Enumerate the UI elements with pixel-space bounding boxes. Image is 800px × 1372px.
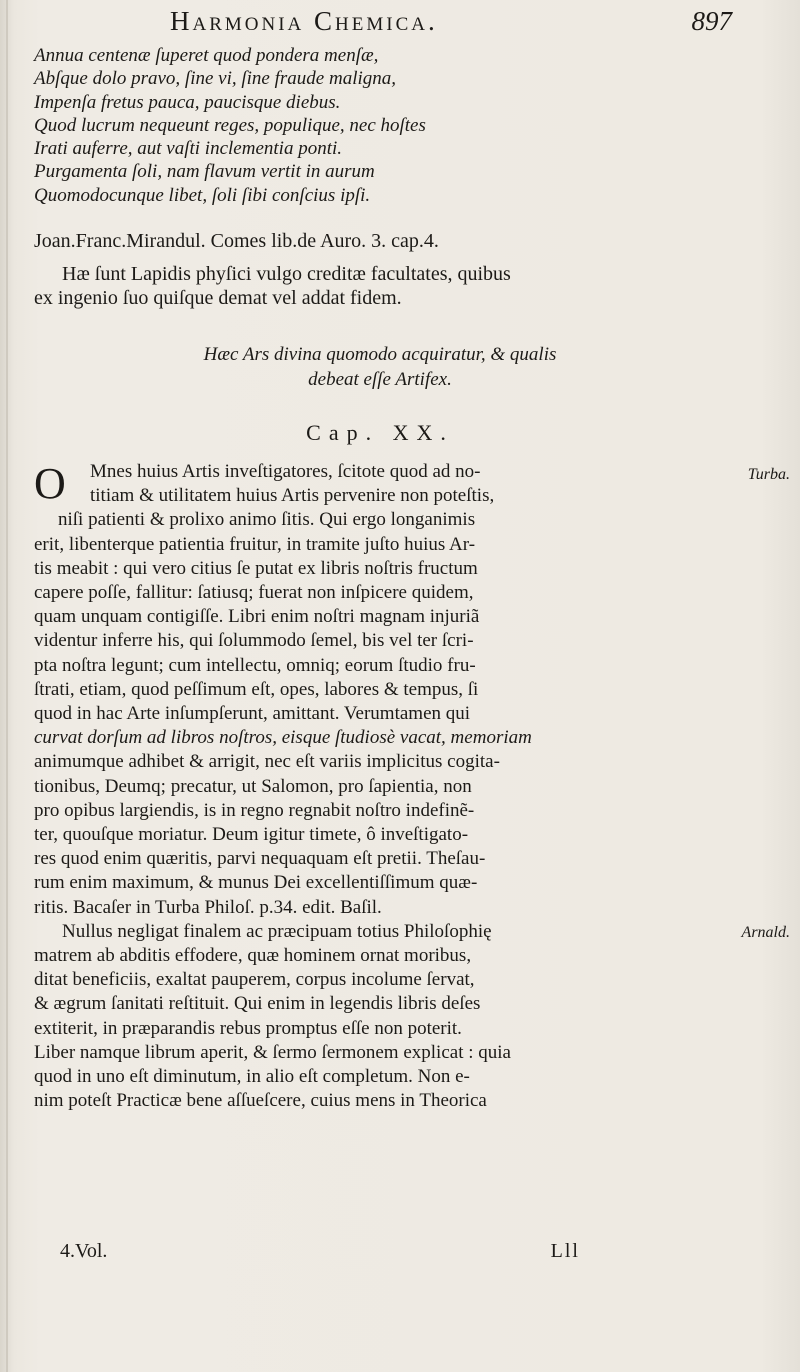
text-line: ter, quouſque moriatur. Deum igitur timete, ô inveſtigato-: [34, 824, 469, 846]
text-line: animumque adhibet & arrigit, nec eſt variis implicitus cogita-: [34, 751, 500, 773]
text-line: Nullus negligat finalem ac præcipuam totius Philoſophię: [62, 920, 492, 942]
prose-paragraph: [34, 262, 684, 310]
running-head: Harmonia Chemica.: [170, 6, 438, 36]
text-line: quod in uno eſt diminutum, in alio eſt completum. Non e-: [34, 1066, 470, 1088]
verse-line: Abſque dolo pravo, ſine vi, ſine fraude maligna,: [34, 68, 397, 90]
text-line: ditat beneficiis, exaltat pauperem, corpus incolume ſervat,: [34, 969, 475, 991]
text-line: videntur inferre his, qui ſolummodo ſemel, bis vel ter ſcri-: [34, 630, 474, 652]
page-header: [160, 4, 740, 44]
text-line: ſtrati, etiam, quod peſſimum eſt, opes, labores & tempus, ſi: [34, 678, 479, 700]
text-line: rum enim maximum, & munus Dei excellentiſſimum quæ-: [34, 872, 478, 894]
text-line: capere poſſe, fallitur: ſatiusq; fuerat non inſpicere quidem,: [34, 582, 474, 604]
verse-block: [34, 44, 684, 207]
page-footer: [60, 1240, 580, 1270]
text-line: matrem ab abditis effodere, quæ hominem ornat moribus,: [34, 945, 472, 967]
text-line: & ægrum ſanitati reſtituit. Qui enim in legendis libris deſes: [34, 993, 481, 1015]
page-number: 897: [691, 6, 732, 36]
text-line: curvat dorſum ad libros noſtros, eisque ſtudiosè vacat, memoriam: [34, 727, 532, 749]
signature-mark: 4.Vol.: [60, 1240, 108, 1262]
verse-line: Annua centenæ ſuperet quod pondera menſæ,: [34, 45, 379, 66]
text-line: tis meabit : qui vero citius ſe putat ex libris noſtris fructum: [34, 557, 478, 579]
text-line: erit, libenterque patientia fruitur, in tramite juſto huius Ar-: [34, 533, 476, 555]
marginal-note-turba: Turba.: [747, 466, 790, 483]
text-line: quod in hac Arte inſumpſerunt, amittant. Verumtamen qui: [34, 703, 471, 725]
chapter-title-line: debeat eſſe Artifex.: [308, 369, 452, 390]
chapter-number: Cap. XX.: [306, 420, 454, 445]
body-text: [34, 460, 684, 1113]
drop-cap: O: [34, 459, 66, 508]
verse-line: Irati auferre, aut vaſti inclementia ponti.: [34, 138, 342, 160]
verse-line: Impenſa fretus pauca, paucisque diebus.: [34, 91, 341, 113]
text-line: pta noſtra legunt; cum intellectu, omniq; eorum ſtudio fru-: [34, 654, 476, 676]
text-line: tionibus, Deumq; precatur, ut Salomon, pro ſapientia, non: [34, 775, 472, 797]
text-line: Mnes huius Artis inveſtigatores, ſcitote quod ad no-: [90, 461, 481, 482]
text-line: ex ingenio ſuo quiſque demat vel addat fidem.: [34, 287, 402, 309]
marginal-note-arnald: Arnald.: [741, 924, 790, 941]
text-line: res quod enim quæritis, parvi nequaquam eſt pretii. Theſau-: [34, 848, 486, 870]
verse-line: Quod lucrum nequeunt reges, populique, nec hoſtes: [34, 114, 426, 136]
citation: Joan.Franc.Mirandul. Comes lib.de Auro. 3. cap.4.: [34, 230, 439, 252]
gutter-shadow: [6, 0, 8, 1372]
text-line: quam unquam contigiſſe. Libri enim noſtri magnam injuriã: [34, 606, 480, 628]
text-line: ritis. Bacaſer in Turba Philoſ. p.34. edit. Baſil.: [34, 896, 382, 918]
text-line: niſi patienti & prolixo animo ſitis. Qui ergo longanimis: [58, 509, 476, 531]
verse-line: Quomodocunque libet, ſoli ſibi conſcius ipſi.: [34, 184, 371, 206]
text-line: extiterit, in præparandis rebus promptus eſſe non poterit.: [34, 1017, 462, 1039]
chapter-title-line: Hæc Ars divina quomodo acquiratur, & qualis: [203, 344, 557, 365]
text-line: nim poteſt Practicæ bene aſſueſcere, cuius mens in Theorica: [34, 1090, 487, 1112]
text-line: Liber namque librum aperit, & ſermo ſermonem explicat : quia: [34, 1041, 511, 1063]
verse-line: Purgamenta ſoli, nam flavum vertit in aurum: [34, 161, 375, 183]
chapter-title: [100, 342, 660, 392]
text-line: pro opibus largiendis, is in regno regnabit noſtro indefinẽ-: [34, 799, 475, 821]
catchword: Lll: [550, 1240, 580, 1262]
text-line: titiam & utilitatem huius Artis pervenire non poteſtis,: [90, 485, 495, 507]
text-line: Hæ ſunt Lapidis phyſici vulgo creditæ facultates, quibus: [62, 263, 511, 285]
